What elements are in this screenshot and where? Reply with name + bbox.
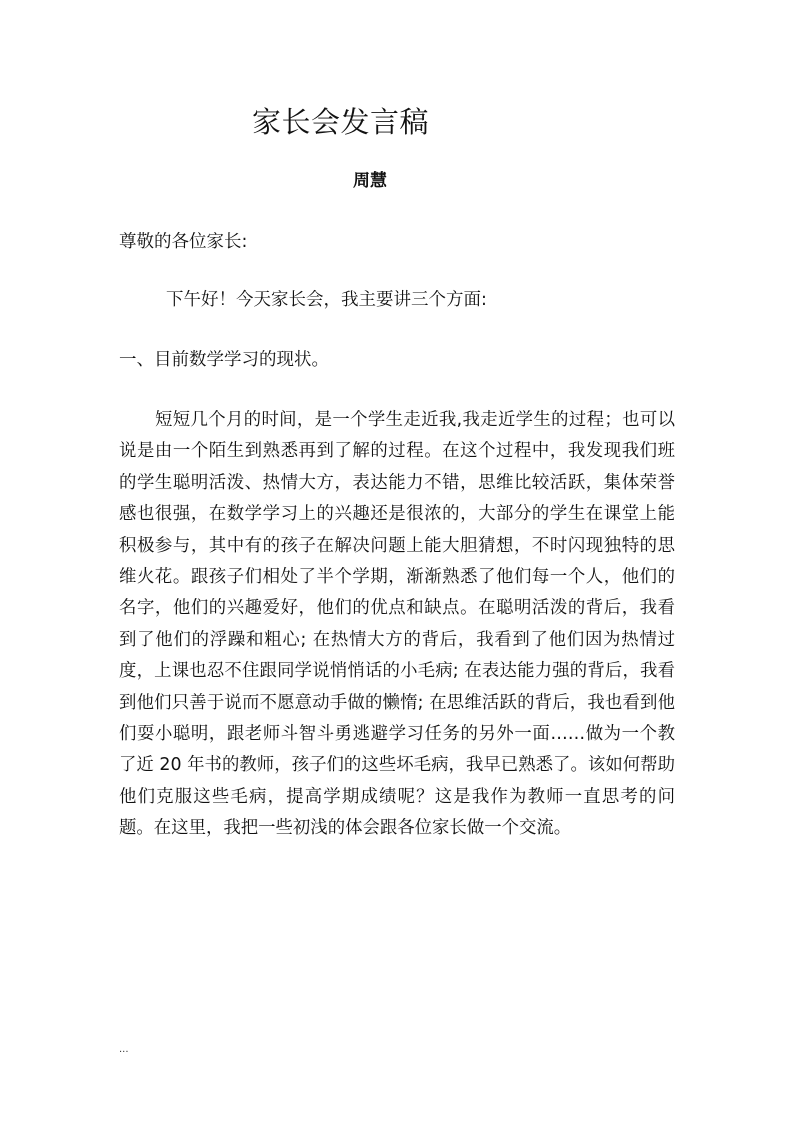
document-title: 家长会发言稿	[252, 105, 430, 139]
salutation: 尊敬的各位家长:	[119, 232, 248, 252]
body-paragraph: 短短几个月的时间，是一个学生走近我,我走近学生的过程；也可以说是由一个陌生到熟悉再到了解的过程。在这个过程中，我发现我们班的学生聪明活泼、热情大方，表达能力不错，思维比较活跃，集体荣誉感也很强，在数学学习上的兴趣还是很浓的，大部分的学生在课堂上能积极参与，其中有的孩子在解决问题上能大胆猜想，不时闪现独特的思维火花。跟孩子们相处了半个学期，渐渐熟悉了他们每一个人，他们的名字，他们的兴趣爱好，他们的优点和缺点。在聪明活泼的背后，我看到了他们的浮躁和粗心; 在热情大方的背后，我看到了他们因为热情过度，上课也忍不住跟同学说悄悄话的小毛病; 在表达能力强的背后，我看到他们只善于说而不愿意动手做的懒惰; 在思维活跃的背后，我也看到他们耍小聪明，跟老师斗智斗勇逃避学习任务的另外一面……做为一个教了近 20 年书的教师，孩子们的这些坏毛病，我早已熟悉了。该如何帮助他们克服这些毛病，提高学期成绩呢？这是我作为教师一直思考的问题。在这里，我把一些初浅的体会跟各位家长做一个交流。	[119, 410, 675, 839]
author-name: 周慧	[353, 171, 387, 191]
continuation-mark: ...	[119, 1044, 129, 1055]
section-heading: 一、目前数学学习的现状。	[119, 350, 329, 370]
greeting: 下午好！今天家长会，我主要讲三个方面:	[166, 290, 487, 310]
